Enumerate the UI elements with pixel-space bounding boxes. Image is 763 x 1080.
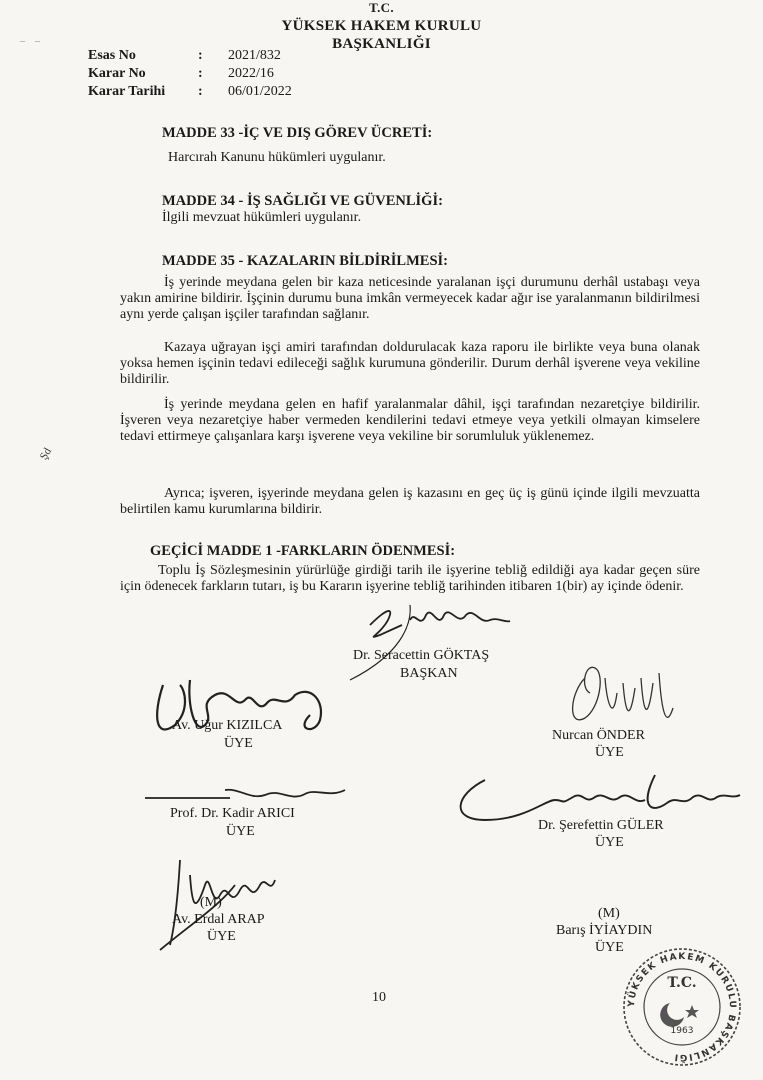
margin-dash: – – (20, 36, 40, 47)
meta-key: Karar No (88, 66, 146, 81)
seal-year: 1963 (670, 1026, 694, 1036)
seal-ring-text: YÜKSEK HAKEM KURULU BAŞKANLIĞI (626, 951, 738, 1063)
baskan-name: Dr. Seracettin GÖKTAŞ (353, 648, 490, 663)
madde-35-paragraph-3: İş yerinde meydana gelen en hafif yaralanmalar dâhil, işçi tarafından nezaretçiye bildirilir. İşveren veya nezaretçiye haber vermeden kendilerini tedavi etmeye veya yetkili olmayan kimselere tedavi ettirmeye çalışanlara karşı işverene veya vekiline bir sorumluluk yüklenemez. (120, 397, 700, 444)
madde-33-text: Harcırah Kanunu hükümleri uygulanır. (168, 150, 386, 165)
header-institution: YÜKSEK HAKEM KURULU (281, 18, 482, 34)
gecici-madde-1-text: Toplu İş Sözleşmesinin yürürlüğe girdiği tarih ile işyerine tebliğ edildiği aya kadar geçen süre için ödenecek farkların tutarı, iş bu Kararın işyerine tebliğ tarihinden itibaren 1(bir) ay içinde ödenir. (120, 563, 700, 594)
kizilca-role: ÜYE (224, 736, 253, 751)
margin-handwritten-mark: Şd (37, 445, 54, 463)
meta-row-tarih (88, 83, 292, 101)
meta-sep: : (198, 48, 203, 63)
arap-name: Av. Erdal ARAP (172, 912, 265, 927)
iyiaydin-mark: (M) (598, 906, 620, 921)
meta-sep: : (198, 84, 203, 99)
guler-name: Dr. Şerefettin GÜLER (538, 818, 664, 833)
meta-value: 2022/16 (228, 66, 274, 81)
madde-35-paragraph-1: İş yerinde meydana gelen bir kaza neticesinde yaralanan işçi durumunu derhâl ustabaşı veya yakın amirine bildirir. İşçinin durumu buna imkân vermeyecek kadar ağır ise yaralanmanın bildirilmesi aynı yerde çalışan işçiler tarafından sağlanır. (120, 275, 700, 322)
meta-key: Karar Tarihi (88, 84, 166, 99)
arici-name: Prof. Dr. Kadir ARICI (170, 806, 295, 821)
meta-row-esas (88, 47, 292, 65)
baskan-role: BAŞKAN (400, 666, 458, 681)
iyiaydin-role: ÜYE (595, 940, 624, 955)
page-number: 10 (372, 990, 386, 1005)
arap-mark: (M) (200, 895, 222, 910)
meta-value: 2021/832 (228, 48, 281, 63)
madde-34-text: İlgili mevzuat hükümleri uygulanır. (162, 210, 362, 225)
official-seal (612, 945, 752, 1070)
arici-role: ÜYE (226, 824, 255, 839)
header-department: BAŞKANLIĞI (332, 36, 431, 52)
meta-value: 06/01/2022 (228, 84, 292, 99)
kizilca-name: Av. Uğur KIZILCA (172, 718, 283, 733)
arap-role: ÜYE (207, 929, 236, 944)
madde-34-heading: MADDE 34 - İŞ SAĞLIĞI VE GÜVENLİĞİ: (162, 193, 443, 209)
madde-33-heading: MADDE 33 -İÇ VE DIŞ GÖREV ÜCRETİ: (162, 125, 433, 141)
seal-center-text: T.C. (667, 975, 697, 991)
meta-row-karar (88, 65, 292, 83)
madde-35-paragraph-4: Ayrıca; işveren, işyerinde meydana gelen iş kazasını en geç üç iş günü içinde ilgili mevzuatta belirtilen kamu kurumlarına bildirir. (120, 486, 700, 517)
onder-name: Nurcan ÖNDER (552, 728, 645, 743)
meta-sep: : (198, 66, 203, 81)
case-meta (88, 47, 292, 101)
meta-key: Esas No (88, 48, 136, 63)
gecici-madde-1-heading: GEÇİCİ MADDE 1 -FARKLARIN ÖDENMESİ: (150, 543, 456, 559)
onder-role: ÜYE (595, 745, 624, 760)
madde-35-paragraph-2: Kazaya uğrayan işçi amiri tarafından doldurulacak kaza raporu ile birlikte veya buna olanak yoksa hemen işçinin tedavi edileceği sağlık kurumuna gönderilir. Durum derhâl işverene veya vekiline bildirilir. (120, 340, 700, 387)
guler-role: ÜYE (595, 835, 624, 850)
header-tc: T.C. (369, 0, 394, 15)
madde-35-heading: MADDE 35 - KAZALARIN BİLDİRİLMESİ: (162, 253, 448, 269)
iyiaydin-name: Barış İYİAYDIN (556, 923, 653, 938)
